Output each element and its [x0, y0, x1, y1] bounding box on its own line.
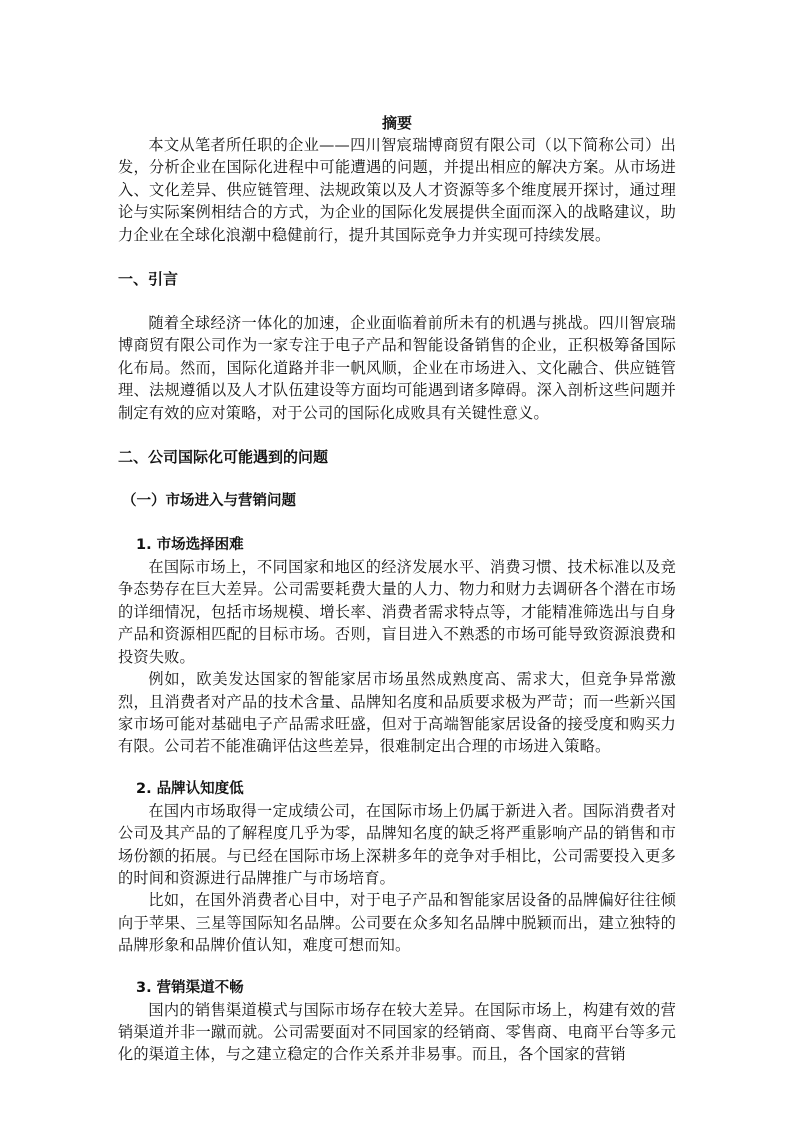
section-heading-problems: 二、公司国际化可能遇到的问题	[118, 448, 329, 467]
subsection-heading-market-entry: （一）市场进入与营销问题	[122, 493, 296, 510]
introduction-paragraph: 随着全球经济一体化的加速，企业面临着前所未有的机遇与挑战。四川智宸瑞博商贸有限公司作为一家专注于电子产品和智能设备销售的企业，正积极筹备国际化布局。然而，国际化道路并非一帆风顺，企业在市场进入、文化融合、供应链管理、法规遵循以及人才队伍建设等方面均可能遇到诸多障碍。深入剖析这些问题并制定有效的应对策略，对于公司的国际化成败具有关键性意义。	[118, 314, 676, 422]
section-heading-introduction: 一、引言	[118, 270, 179, 289]
market-selection-paragraph-2: 例如，欧美发达国家的智能家居市场虽然成熟度高、需求大，但竞争异常激烈，且消费者对产品的技术含量、品牌知名度和品质要求极为严苛；而一些新兴国家市场可能对基础电子产品需求旺盛，但对于高端智能家居设备的接受度和购买力有限。公司若不能准确评估这些差异，很难制定出合理的市场进入策略。	[118, 670, 676, 756]
market-selection-paragraph-1: 在国际市场上，不同国家和地区的经济发展水平、消费习惯、技术标准以及竞争态势存在巨大差异。公司需要耗费大量的人力、物力和财力去调研各个潜在市场的详细情况，包括市场规模、增长率、消费者需求特点等，才能精准筛选出与自身产品和资源相匹配的目标市场。否则，盲目进入不熟悉的市场可能导致资源浪费和投资失败。	[118, 558, 676, 666]
brand-awareness-paragraph-2: 比如，在国外消费者心目中，对于电子产品和智能家居设备的品牌偏好往往倾向于苹果、三星等国际知名品牌。公司要在众多知名品牌中脱颖而出，建立独特的品牌形象和品牌价值认知，难度可想而知。	[118, 891, 676, 955]
brand-awareness-paragraph-1: 在国内市场取得一定成绩公司，在国际市场上仍属于新进入者。国际消费者对公司及其产品的了解程度几乎为零，品牌知名度的缺乏将严重影响产品的销售和市场份额的拓展。与已经在国际市场上深耕多年的竞争对手相比，公司需要投入更多的时间和资源进行品牌推广与市场培育。	[118, 801, 676, 887]
item-heading-brand-awareness: 2. 品牌认知度低	[136, 780, 244, 797]
abstract-title: 摘要	[381, 114, 412, 132]
item-heading-marketing-channels: 3. 营销渠道不畅	[136, 979, 244, 996]
document-page	[118, 112, 676, 1066]
abstract-paragraph: 本文从笔者所任职的企业——四川智宸瑞博商贸有限公司（以下简称公司）出发，分析企业在国际化进程中可能遭遇的问题，并提出相应的解决方案。从市场进入、文化差异、供应链管理、法规政策以及人才资源等多个维度展开探讨，通过理论与实际案例相结合的方式，为企业的国际化发展提供全面而深入的战略建议，助力企业在全球化浪潮中稳健前行，提升其国际竞争力并实现可持续发展。	[118, 136, 676, 244]
item-heading-market-selection: 1. 市场选择困难	[136, 537, 244, 554]
marketing-channels-paragraph-1: 国内的销售渠道模式与国际市场存在较大差异。在国际市场上，构建有效的营销渠道并非一蹴而就。公司需要面对不同国家的经销商、零售商、电商平台等多元化的渠道主体，与之建立稳定的合作关系并非易事。而且，各个国家的营销	[118, 1000, 676, 1064]
